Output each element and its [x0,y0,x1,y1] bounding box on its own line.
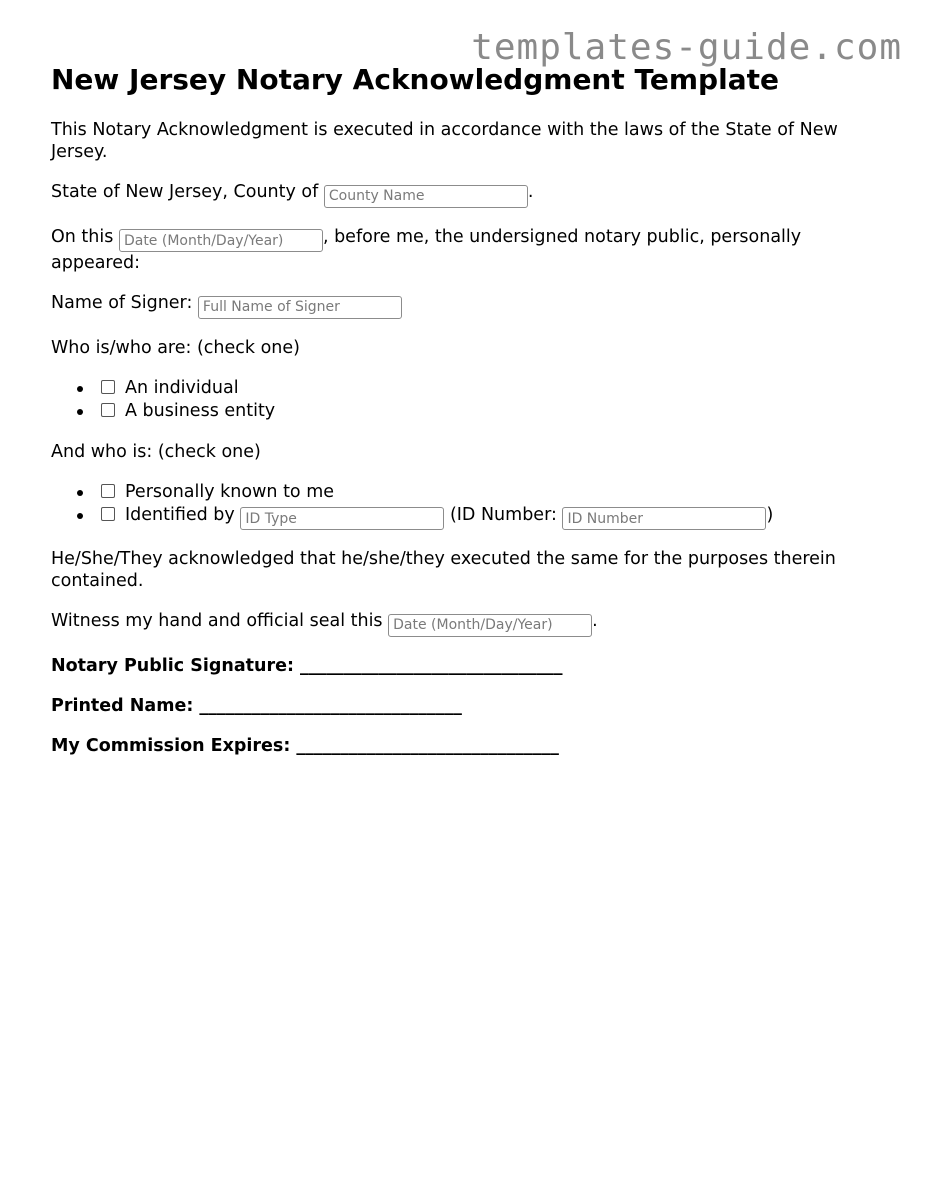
identification-heading: And who is: (check one) [51,441,261,462]
acknowledgment-paragraph: He/She/They acknowledged that he/she/they executed the same for the purposes therein contained. [51,549,836,591]
id-type-input[interactable] [240,507,444,530]
county-input[interactable] [324,185,528,208]
witness-line [51,610,881,637]
document-page [51,62,881,757]
id-number-suffix: ) [766,504,774,525]
business-entity-checkbox[interactable] [101,403,115,417]
business-entity-label: A business entity [125,400,276,421]
witness-label: Witness my hand and official seal this [51,611,383,631]
identification-options [51,481,881,531]
intro-paragraph: This Notary Acknowledgment is executed in accordance with the laws of the State of New Jersey. [51,120,838,162]
witness-suffix: . [592,611,598,631]
signer-label: Name of Signer: [51,293,193,313]
date-prefix: On this [51,226,114,247]
who-is-options [51,377,881,423]
personally-known-label: Personally known to me [125,481,335,502]
printed-name-line: Printed Name: ______________________________ [51,695,462,716]
date-input[interactable] [119,229,323,252]
signer-name-input[interactable] [198,296,402,319]
witness-date-input[interactable] [388,614,592,637]
identified-by-checkbox[interactable] [101,507,115,521]
county-suffix: . [527,182,534,202]
county-label: State of New Jersey, County of [51,182,319,202]
who-is-heading: Who is/who are: (check one) [51,337,300,358]
personally-known-checkbox[interactable] [101,484,115,498]
list-item [101,481,881,504]
notary-signature-line: Notary Public Signature: ______________________________ [51,655,563,676]
commission-expires-line: My Commission Expires: ______________________________ [51,735,559,756]
individual-label: An individual [125,377,239,398]
signer-line [51,292,881,319]
date-suffix: , before me, the undersigned notary public, personally appeared: [51,226,802,273]
watermark: templates-guide.com [471,27,902,68]
list-item [101,377,881,400]
identified-by-label: Identified by [125,504,235,525]
id-number-input[interactable] [562,507,766,530]
list-item [101,504,881,531]
id-number-prefix: (ID Number: [449,504,557,525]
county-line [51,181,881,208]
individual-checkbox[interactable] [101,380,115,394]
date-line [51,226,881,275]
page-title: New Jersey Notary Acknowledgment Template [51,63,779,96]
list-item [101,400,881,423]
